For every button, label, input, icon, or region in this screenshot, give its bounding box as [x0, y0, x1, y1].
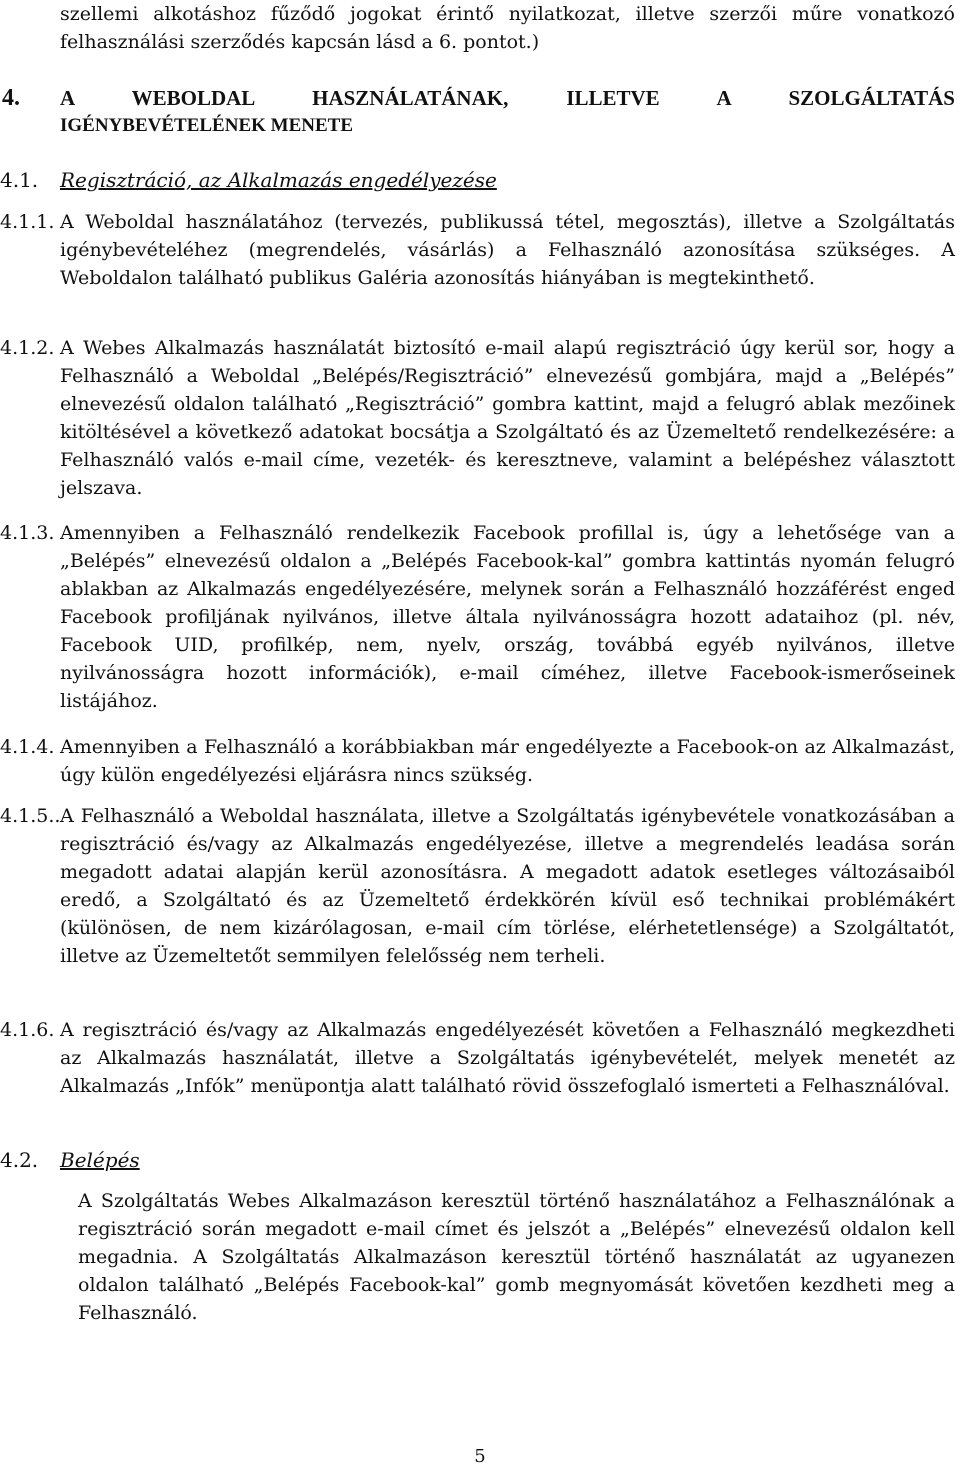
section-4-2-heading — [0, 1146, 140, 1174]
section-4-2-number: 4.2. — [0, 1148, 39, 1172]
section-4-2-title: Belépés — [60, 1148, 140, 1172]
section-4-title-line2: IGÉNYBEVÉTELÉNEK MENETE — [60, 115, 353, 136]
section-4-title-line1: A WEBOLDAL HASZNÁLATÁNAK, ILLETVE A SZOLGÁLTATÁS — [60, 86, 955, 110]
clause-4-1-4 — [0, 733, 955, 789]
clause-text: A Weboldal használatához (tervezés, publikussá tétel, megosztás), illetve a Szolgáltatás igénybevételéhez (megrendelés, vásárlás) a Felhasználó azonosítása szükséges. A Weboldalon található publikus Galéria azonosítás hiányában is megtekinthető. — [60, 211, 955, 289]
clause-text: A Webes Alkalmazás használatát biztosító e-mail alapú regisztráció úgy kerül sor, hogy a Felhasználó a Weboldal „Belépés/Regisztráció” elnevezésű gombjára, majd a „Belépés” elnevezésű oldalon található „Regisztráció” gombra kattint, majd a felugró ablak mezőinek kitöltésével a következő adatokat bocsátja a Szolgáltató és az Üzemeltető rendelkezésére: a Felhasználó valós e-mail címe, vezeték- és keresztneve, valamint a belépéshez választott jelszava. — [60, 337, 955, 499]
clause-number: 4.1.5.. — [0, 805, 61, 827]
section-4-number: 4. — [2, 85, 20, 111]
section-4-1-number: 4.1. — [0, 168, 39, 192]
clause-text: A Felhasználó a Weboldal használata, illetve a Szolgáltatás igénybevétele vonatkozásában a regisztráció és/vagy az Alkalmazás engedélyezése, illetve a megrendelés leadása során megadott adatai alapján kerül azonosításra. A megadott adatok esetleges változásaiból eredő, a Szolgáltató és az Üzemeltető érdekkörén kívül eső technikai problémákért (különösen, de nem kizárólagosan, e-mail cím törlése, elérhetetlensége) a Szolgáltatót, illetve az Üzemeltetőt semmilyen felelősség nem terheli. — [60, 805, 955, 967]
clause-number: 4.1.2. — [0, 337, 55, 359]
section-4-1-heading — [0, 166, 497, 194]
clause-number: 4.1.1. — [0, 211, 55, 233]
clause-4-1-2 — [0, 334, 955, 502]
clause-number: 4.1.3. — [0, 522, 55, 544]
page-number: 5 — [474, 1446, 486, 1467]
clause-number: 4.1.4. — [0, 736, 55, 758]
clause-4-1-1 — [0, 208, 955, 292]
clause-4-1-6 — [0, 1016, 955, 1100]
clause-number: 4.1.6. — [0, 1019, 55, 1041]
clause-text: A regisztráció és/vagy az Alkalmazás engedélyezését követően a Felhasználó megkezdheti az Alkalmazás használatát, illetve a Szolgáltatás igénybevételét, melyek menetét az Alkalmazás „Infók” menüpontja alatt található rövid összefoglaló ismerteti a Felhasználóval. — [60, 1019, 955, 1097]
clause-4-1-5 — [0, 802, 955, 970]
clause-4-1-3 — [0, 519, 955, 715]
section-4-1-title: Regisztráció, az Alkalmazás engedélyezése — [60, 168, 497, 192]
section-4-2-text: A Szolgáltatás Webes Alkalmazáson keresztül történő használatához a Felhasználónak a regisztráció során megadott e-mail címet és jelszót a „Belépés” elnevezésű oldalon kell megadnia. A Szolgáltatás Alkalmazáson keresztül történő használatát az ugyanezen oldalon található „Belépés Facebook-kal” gomb megnyomását követően kezdheti meg a Felhasználó. — [78, 1190, 955, 1324]
intro-paragraph: szellemi alkotáshoz fűződő jogokat érintő nyilatkozat, illetve szerzői műre vonatkozó felhasználási szerződés kapcsán lásd a 6. pontot.) — [60, 3, 955, 53]
clause-text: Amennyiben a Felhasználó rendelkezik Facebook profillal is, úgy a lehetősége van a „Belépés” elnevezésű oldalon a „Belépés Facebook-kal” gombra kattintás nyomán felugró ablakban az Alkalmazás engedélyezésére, melynek során a Felhasználó hozzáférést enged Facebook profiljának nyilvános, illetve általa nyilvánosságra hozott adataihoz (pl. név, Facebook UID, profilkép, nem, nyelv, ország, továbbá egyéb nyilvános, illetve nyilvánosságra hozott információk), e-mail címéhez, illetve Facebook-ismerőseinek listájához. — [60, 522, 955, 712]
section-4-heading — [0, 84, 955, 140]
clause-text: Amennyiben a Felhasználó a korábbiakban már engedélyezte a Facebook-on az Alkalmazást, úgy külön engedélyezési eljárásra nincs szükség. — [60, 736, 955, 786]
